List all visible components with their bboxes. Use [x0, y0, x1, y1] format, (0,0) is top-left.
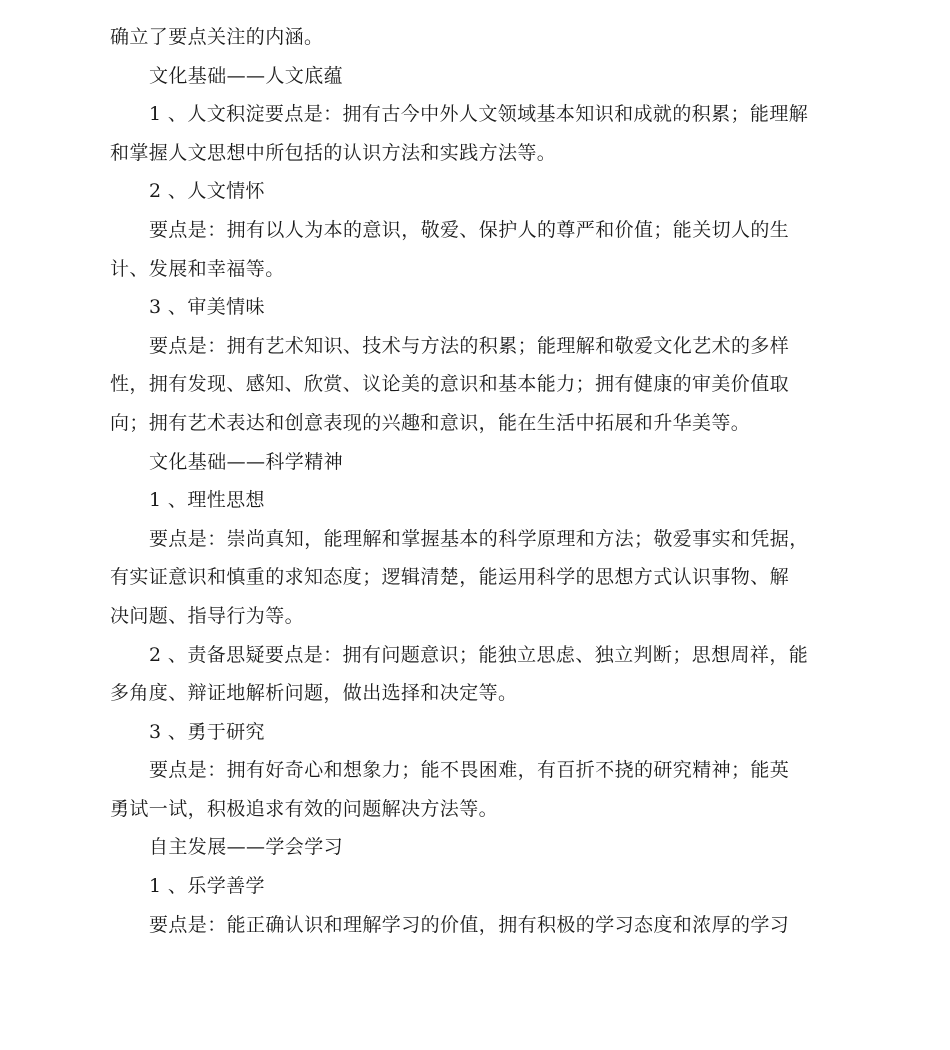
text-line: 文化基础——科学精神 [149, 450, 344, 473]
text-line: 和掌握人文思想中所包括的认识方法和实践方法等。 [110, 141, 557, 164]
text-line: 自主发展——学会学习 [149, 836, 344, 859]
text-line: 1 、人文积淀要点是：拥有古今中外人文领域基本知识和成就的积累；能理解 [149, 103, 809, 126]
text-line: 向；拥有艺术表达和创意表现的兴趣和意识，能在生活中拓展和升华美等。 [110, 411, 751, 434]
text-line: 2 、责备思疑要点是：拥有问题意识；能独立思虑、独立判断；思想周祥，能 [149, 643, 809, 666]
text-line: 要点是：崇尚真知，能理解和掌握基本的科学原理和方法；敬爱事实和凭据， [149, 527, 809, 550]
text-line: 勇试一试，积极追求有效的问题解决方法等。 [110, 797, 499, 820]
text-line: 要点是：能正确认识和理解学习的价值，拥有积极的学习态度和浓厚的学习 [149, 913, 790, 936]
document-body [110, 18, 845, 944]
text-line: 有实证意识和慎重的求知态度；逻辑清楚，能运用科学的思想方式认识事物、解 [110, 566, 790, 589]
text-line: 性，拥有发现、感知、欣赏、议论美的意识和基本能力；拥有健康的审美价值取 [110, 373, 790, 396]
text-line: 计、发展和幸福等。 [110, 257, 285, 280]
text-line: 3 、审美情味 [149, 296, 265, 319]
text-line: 多角度、辩证地解析问题，做出选择和决定等。 [110, 682, 518, 705]
text-line: 文化基础——人文底蕴 [149, 64, 344, 87]
text-line: 要点是：拥有好奇心和想象力；能不畏困难，有百折不挠的研究精神；能英 [149, 759, 790, 782]
text-line: 要点是：拥有艺术知识、技术与方法的积累；能理解和敬爱文化艺术的多样 [149, 334, 790, 357]
text-line: 2 、人文情怀 [149, 180, 265, 203]
text-line: 1 、乐学善学 [149, 875, 265, 898]
text-line: 3 、勇于研究 [149, 720, 265, 743]
text-line: 1 、理性思想 [149, 489, 265, 512]
text-line: 决问题、指导行为等。 [110, 604, 305, 627]
text-line: 确立了要点关注的内涵。 [110, 26, 324, 48]
text-line: 要点是：拥有以人为本的意识，敬爱、保护人的尊严和价值；能关切人的生 [149, 218, 790, 241]
